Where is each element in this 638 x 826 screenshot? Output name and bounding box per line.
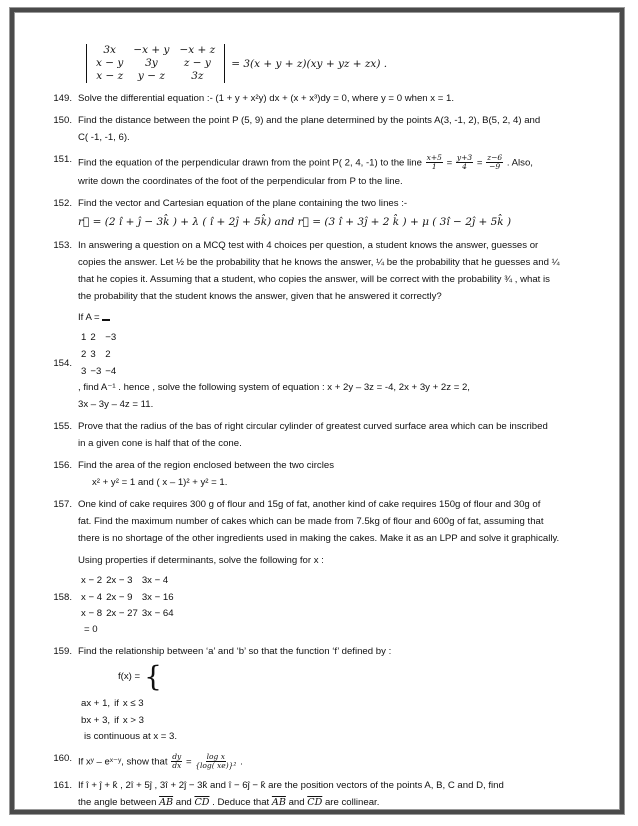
det-cell: 3y [145, 57, 158, 70]
question-number: 156. [53, 459, 72, 471]
equals: = [185, 756, 192, 768]
question-text [78, 797, 602, 810]
case-cell: if [114, 715, 119, 727]
question-text-part: the angle between [78, 796, 157, 808]
question-text [78, 312, 602, 325]
det-cell: 3x − 4 [141, 574, 169, 586]
question-154 [42, 312, 602, 416]
question-157 [42, 499, 602, 550]
matrix-cell: 2 [81, 349, 87, 361]
question-text: Solve the differential equation :- (1 + y + x²y) dx + (x + x³)dy = 0, where y = 0 when x = 1. [78, 93, 455, 105]
denominator: {log( xe)}² [195, 761, 237, 771]
matrix-cell: 2 [90, 332, 96, 344]
denominator: −9 [489, 162, 501, 172]
matrix-cell: −3 [90, 366, 102, 378]
question-text-part: are collinear. [324, 796, 380, 808]
cases [144, 660, 165, 694]
vector-ab: $\overline{AB}$ [159, 796, 174, 808]
determinant-equation [86, 44, 602, 83]
question-text [78, 555, 602, 568]
denominator: 4 [462, 162, 467, 172]
question-152 [42, 198, 602, 235]
case-cell: ax + 1, [81, 698, 111, 710]
question-text: copies the answer. Let ½ be the probability that he knows the answer, ¼ be the probability that he guesses and ¼ [78, 256, 560, 268]
question-text: that he copies it. Assuming that a student, who copies the answer, will be correct with the probability ¾ , what is [78, 273, 550, 285]
equals: = [476, 157, 483, 169]
matrix-cell: −3 [105, 332, 117, 344]
fraction [171, 753, 182, 771]
det-cell: y − z [137, 70, 165, 83]
matrix-cell: 3 [81, 366, 87, 378]
denominator: 1 [431, 162, 437, 172]
fraction [456, 154, 473, 172]
fraction [426, 154, 443, 172]
question-text [78, 154, 602, 172]
question-text: write down the coordinates of the foot of the perpendicular from P to the line. [78, 175, 403, 187]
fraction [486, 154, 503, 172]
det-cell: 2x − 3 [106, 574, 133, 586]
question-text: One kind of cake requires 300 g of flour and 15g of fat, another kind of cake requires 150g of flour and 30g of [78, 498, 541, 510]
question-text-part: . Deduce that [212, 796, 270, 808]
question-text-part: Using properties if determinants, solve the following for x : [78, 554, 324, 566]
question-text-part: = 0 [84, 624, 98, 636]
vector-cd: $\overline{CD}$ [307, 796, 323, 808]
question-text-part: . Also, [506, 157, 533, 169]
question-151 [42, 154, 602, 192]
question-text-part: Find the equation of the perpendicular drawn from the point P( 2, 4, -1) to the line [78, 157, 422, 169]
question-number: 159. [53, 646, 72, 658]
question-number: 161. [53, 779, 72, 791]
det-cell: z − y [183, 57, 211, 70]
case-cell: bx + 3, [81, 715, 111, 727]
det-cell: 2x − 9 [106, 591, 133, 603]
question-160 [42, 753, 602, 775]
numerator: y+3 [456, 153, 473, 163]
numerator: dy [172, 752, 182, 762]
matrix-cell: 2 [105, 349, 111, 361]
question-text-part: and [288, 796, 305, 808]
det-cell: 3x − 16 [141, 591, 174, 603]
fraction [195, 753, 236, 771]
question-text: C( -1, -1, 6). [78, 132, 130, 144]
numerator: z−6 [487, 153, 503, 163]
numerator: log x [206, 752, 225, 762]
det-cell: x − 2 [81, 574, 103, 586]
det-cell: x − y [96, 57, 124, 70]
question-158 [42, 555, 602, 642]
question-text: fat. Find the maximum number of cakes which can be made from 7.5kg of flour and 600g of fat, assuming that [78, 515, 544, 527]
det-cell: x − z [96, 70, 124, 83]
det-cell: x − 4 [81, 591, 103, 603]
case-cell: x > 3 [122, 715, 144, 727]
question-150 [42, 115, 602, 149]
vector-equation: r⃗ = (2 î + ĵ − 3k̂ ) + λ ( î + 2ĵ + 5k̂) and r⃗ = (3 î + 3ĵ + 2 k̂ ) + μ ( 3î − 2ĵ + 5k̂ ) [78, 215, 512, 228]
question-number: 160. [53, 753, 72, 765]
det-cell: −x + z [179, 44, 216, 56]
matrix-cell: 3 [90, 349, 96, 361]
question-156 [42, 460, 602, 494]
question-text: Find the area of the region enclosed between the two circles [78, 459, 334, 471]
question-number: 151. [53, 154, 72, 166]
question-text-part: , find A⁻¹ . hence , solve the following system of equation : x + 2y – 3z = -4, 2x + 3y + 2z = 2, [78, 382, 470, 394]
det-cell: 3z [191, 70, 204, 83]
det-cell: 3x [103, 44, 116, 56]
vector-ab: $\overline{AB}$ [271, 796, 286, 808]
vector-cd: $\overline{CD}$ [194, 796, 210, 808]
question-number: 157. [53, 498, 72, 510]
question-text-part: is continuous at x = 3. [84, 731, 178, 743]
question-number: 149. [53, 93, 72, 105]
question-text-part: . [240, 756, 243, 768]
question-text: Find the distance between the point P (5, 9) and the plane determined by the points A(3, -1, 2), B(5, 2, 4) and [78, 115, 541, 127]
case-cell: if [114, 698, 119, 710]
question-153 [42, 240, 602, 308]
question-number: 150. [53, 115, 72, 127]
question-text: Find the vector and Cartesian equation of the plane containing the two lines :- [78, 197, 408, 209]
question-text: Find the relationship between ‘a’ and ‘b’ so that the function ‘f’ defined by : [78, 646, 392, 658]
question-number: 153. [53, 239, 72, 251]
det-cell: x − 8 [81, 608, 103, 620]
question-text: in a given cone is half that of the cone. [78, 438, 242, 450]
question-text: Prove that the radius of the bas of right circular cylinder of greatest curved surface area which can be inscribed [78, 421, 548, 433]
piecewise-function [78, 660, 602, 694]
question-text-part: and [175, 796, 192, 808]
question-text-part: If A = [78, 312, 100, 324]
matrix-cell: 1 [81, 332, 87, 344]
det-cell: −x + y [133, 44, 170, 56]
det-cell: 2x − 27 [106, 608, 138, 620]
document-content [42, 44, 602, 818]
det-cell: 3x − 64 [141, 608, 174, 620]
question-text: the probability that the student knows the answer, given that he answered it correctly? [78, 290, 442, 302]
question-text: If î + ĵ + k̂ , 2î + 5ĵ , 3î + 2ĵ − 3k̂ and î − 6ĵ − k̂ are the position vectors of the points A, B, C and D, find [78, 779, 504, 791]
question-text: 3x – 3y – 4z = 11. [78, 399, 154, 411]
question-155 [42, 421, 602, 455]
question-161 [42, 780, 602, 814]
question-number: 158. [53, 591, 72, 603]
determinant [86, 44, 225, 83]
question-149 [42, 93, 602, 110]
case-cell: x ≤ 3 [122, 698, 144, 710]
function-label: f(x) = [118, 670, 141, 682]
numerator: x+5 [426, 153, 442, 163]
equals: = [446, 157, 453, 169]
denominator: dx [172, 761, 182, 771]
brace-icon: { [144, 660, 162, 694]
question-number: 155. [53, 421, 72, 433]
question-159 [42, 646, 602, 748]
question-number: 154. [53, 357, 72, 369]
question-text: In answering a question on a MCQ test with 4 choices per question, a student knows the answer, guesses or [78, 239, 539, 251]
question-text [78, 753, 602, 771]
question-text: x² + y² = 1 and ( x – 1)² + y² = 1. [92, 476, 228, 488]
question-text-part: If xʸ – eˣ⁻ʸ, show that [78, 756, 168, 768]
matrix-cell: −4 [105, 366, 117, 378]
question-text: there is no shortage of the other ingredients used in making the cakes. Make it as an LPP and solve it graphically. [78, 532, 560, 544]
question-number: 152. [53, 197, 72, 209]
determinant-rhs: = 3(x + y + z)(xy + yz + zx) . [231, 57, 388, 70]
